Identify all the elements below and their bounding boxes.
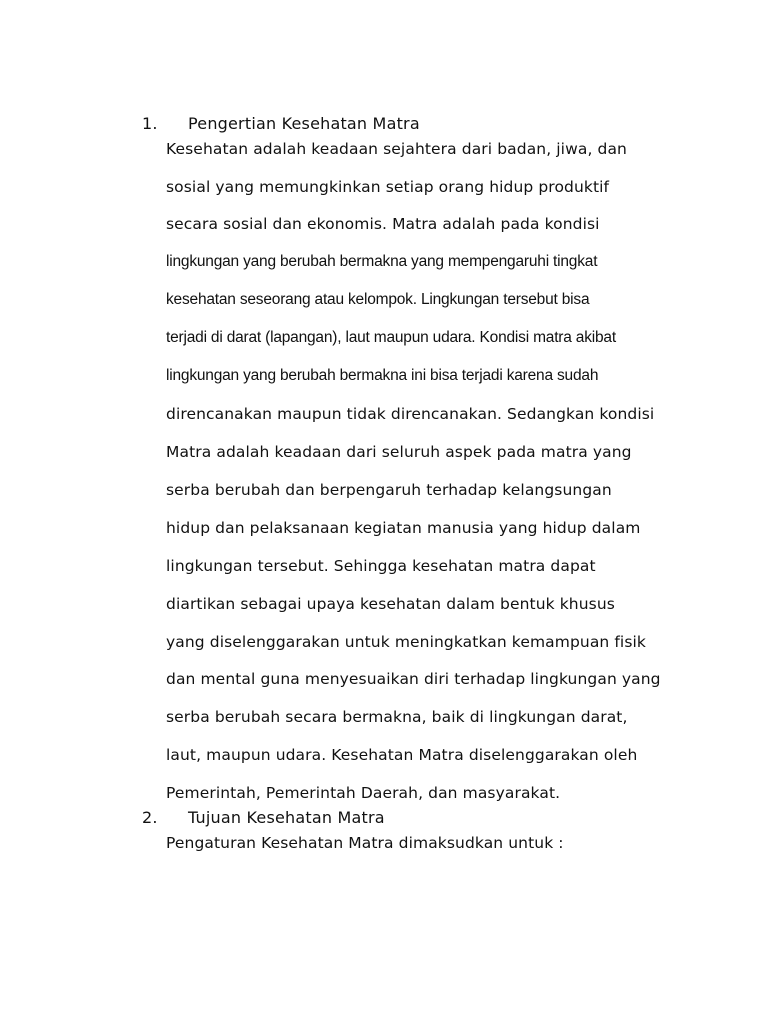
section-1-number: 1. [142, 114, 158, 133]
section-1-line: laut, maupun udara. Kesehatan Matra diselenggarakan oleh [166, 746, 638, 764]
section-2-heading [142, 808, 385, 827]
section-2-line: Pengaturan Kesehatan Matra dimaksudkan untuk : [166, 834, 564, 852]
section-1-line: yang diselenggarakan untuk meningkatkan kemampuan fisik [166, 633, 646, 651]
section-1-line: lingkungan yang berubah bermakna yang mempengaruhi tingkat [166, 253, 598, 270]
section-1-line: Kesehatan adalah keadaan sejahtera dari badan, jiwa, dan [166, 140, 627, 158]
section-1-line: serba berubah secara bermakna, baik di lingkungan darat, [166, 708, 628, 726]
section-1-line: dan mental guna menyesuaikan diri terhadap lingkungan yang [166, 670, 661, 688]
section-1-heading [142, 114, 420, 133]
section-1-line: secara sosial dan ekonomis. Matra adalah pada kondisi [166, 215, 600, 233]
section-1-title: Pengertian Kesehatan Matra [188, 114, 420, 133]
section-1-line: serba berubah dan berpengaruh terhadap kelangsungan [166, 481, 612, 499]
section-2-number: 2. [142, 808, 158, 827]
section-1-line: sosial yang memungkinkan setiap orang hidup produktif [166, 178, 610, 196]
section-1-line: terjadi di darat (lapangan), laut maupun udara. Kondisi matra akibat [166, 329, 616, 346]
section-1-line: direncanakan maupun tidak direncanakan. Sedangkan kondisi [166, 405, 655, 423]
section-1-line: hidup dan pelaksanaan kegiatan manusia yang hidup dalam [166, 519, 641, 537]
section-1-line: diartikan sebagai upaya kesehatan dalam bentuk khusus [166, 595, 615, 613]
section-1-line: lingkungan tersebut. Sehingga kesehatan matra dapat [166, 557, 596, 575]
section-1-line: lingkungan yang berubah bermakna ini bisa terjadi karena sudah [166, 367, 599, 384]
section-1-line: Pemerintah, Pemerintah Daerah, dan masyarakat. [166, 784, 561, 802]
section-1-line: Matra adalah keadaan dari seluruh aspek pada matra yang [166, 443, 632, 461]
section-2-title: Tujuan Kesehatan Matra [188, 808, 385, 827]
section-1-line: kesehatan seseorang atau kelompok. Lingkungan tersebut bisa [166, 291, 590, 308]
